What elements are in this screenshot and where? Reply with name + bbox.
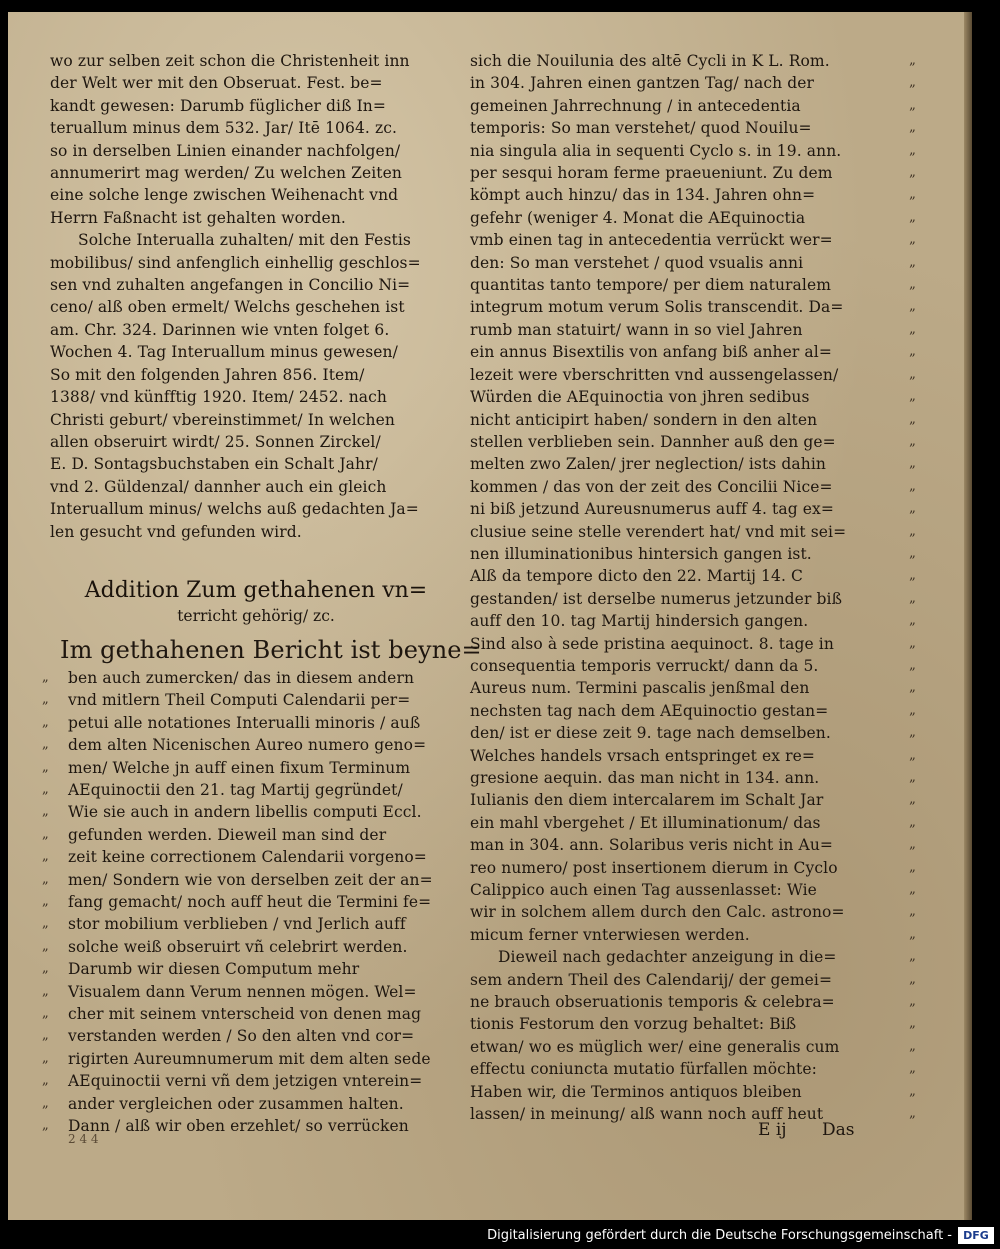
text-line: allen obseruirt wirdt/ 25. Sonnen Zirckel/ <box>50 432 381 451</box>
quote-mark: „ <box>909 1106 916 1122</box>
quoted-line <box>470 498 916 520</box>
quoted-line-text: gefehr (weniger 4. Monat die AEquinoctia <box>470 208 806 227</box>
text-line: eine solche lenge zwischen Weihenacht vnd <box>50 186 399 205</box>
quote-mark: „ <box>909 770 916 785</box>
quote-mark: „ <box>909 702 916 718</box>
quoted-line <box>42 913 462 935</box>
quoted-line <box>470 946 916 968</box>
quote-mark: „ <box>909 523 916 539</box>
quoted-line-text: rumb man statuirt/ wann in so viel Jahren <box>470 320 803 339</box>
text-line: E. D. Sontagsbuchstaben ein Schalt Jahr/ <box>50 455 378 474</box>
quote-mark: „ <box>909 904 916 920</box>
quoted-line <box>470 521 916 543</box>
quoted-line <box>42 1070 462 1092</box>
quoted-line-text: in 304. Jahren einen gantzen Tag/ nach der <box>470 74 815 93</box>
quoted-line-text: ein annus Bisextilis von anfang biß anher al= <box>470 343 832 362</box>
quote-mark: „ <box>42 714 49 730</box>
quoted-line-text: Welches handels vrsach entspringet ex re= <box>470 746 815 765</box>
quoted-line <box>42 936 462 958</box>
quoted-line <box>470 745 916 767</box>
quoted-line-text: ander vergleichen oder zusammen halten. <box>68 1094 404 1113</box>
quote-mark: „ <box>42 894 49 909</box>
quoted-line-text: Calippico auch einen Tag aussenlasset: Wie <box>470 881 817 900</box>
footer-credit: Digitalisierung gefördert durch die Deutsche Forschungsgemeinschaft - <box>487 1228 952 1243</box>
quoted-line <box>42 689 462 711</box>
quote-mark: „ <box>42 961 49 977</box>
text-line: Solche Interualla zuhalten/ mit den Festis <box>78 231 411 250</box>
quoted-line-text: gresione aequin. das man nicht in 134. ann. <box>470 769 820 787</box>
quoted-line-text: fang gemacht/ noch auff heut die Termini fe= <box>68 893 432 911</box>
quoted-line <box>470 991 916 1013</box>
quote-mark: „ <box>909 747 916 763</box>
quote-mark: „ <box>909 187 916 203</box>
quoted-line <box>470 879 916 901</box>
section-heading: Addition Zum gethahenen vn= <box>84 577 428 603</box>
quote-mark: „ <box>909 299 916 315</box>
quote-mark: „ <box>909 433 916 449</box>
quote-mark: „ <box>42 1095 49 1111</box>
quote-mark: „ <box>909 366 916 382</box>
text-line: annumerirt mag werden/ Zu welchen Zeiten <box>50 164 402 183</box>
quoted-line <box>470 722 916 744</box>
quoted-line-text: den/ ist er diese zeit 9. tage nach demselben. <box>470 724 831 743</box>
quoted-line-text: Visualem dann Verum nennen mögen. Wel= <box>68 982 417 1001</box>
text-line: am. Chr. 324. Darinnen wie vnten folget 6. <box>50 320 390 339</box>
quote-mark: „ <box>909 994 916 1010</box>
quoted-line-text: stellen verblieben sein. Dannher auß den ge= <box>470 432 836 451</box>
quote-mark: „ <box>909 501 916 517</box>
quoted-line <box>470 140 916 162</box>
quoted-line-text: AEquinoctii den 21. tag Martij gegründet/ <box>68 780 403 799</box>
quoted-line <box>470 969 916 991</box>
quote-mark: „ <box>42 781 49 797</box>
quote-mark: „ <box>42 871 49 887</box>
quoted-line-text: Dann / alß wir oben erzehlet/ so verrücken <box>68 1117 409 1136</box>
quoted-line <box>470 207 916 229</box>
quoted-line <box>470 409 916 431</box>
quoted-line <box>470 655 916 677</box>
quoted-line-text: Würden die AEquinoctia von jhren sedibus <box>470 388 810 407</box>
quoted-line-text: verstanden werden / So den alten vnd cor= <box>68 1027 415 1046</box>
quoted-line <box>470 588 916 610</box>
quoted-line-text: Wie sie auch in andern libellis computi Eccl. <box>68 803 422 822</box>
quote-mark: „ <box>42 737 49 753</box>
quoted-line <box>470 117 916 139</box>
quoted-line <box>42 958 462 980</box>
text-line: Wochen 4. Tag Interuallum minus gewesen/ <box>50 343 398 362</box>
quoted-line <box>470 476 916 498</box>
text-line: wo zur selben zeit schon die Christenheit inn <box>50 52 410 70</box>
quote-mark: „ <box>909 254 916 270</box>
quote-mark: „ <box>42 826 49 842</box>
quoted-line <box>42 981 462 1003</box>
quoted-line <box>470 901 916 923</box>
quote-mark: „ <box>909 635 916 651</box>
quoted-line-text: ein mahl vbergehet / Et illuminationum/ das <box>470 813 821 832</box>
quoted-line-text: effectu coniuncta mutatio fürfallen möchte: <box>470 1060 817 1079</box>
quoted-line-text: nicht anticipirt haben/ sondern in den alten <box>470 410 818 429</box>
quote-mark: „ <box>909 1016 916 1032</box>
quoted-line <box>470 274 916 296</box>
page-number-mark: 2 4 4 <box>68 1132 99 1146</box>
quote-mark: „ <box>909 545 916 561</box>
quoted-line <box>42 801 462 823</box>
quoted-line-text: integrum motum verum Solis transcendit. Da= <box>470 298 844 317</box>
quote-mark: „ <box>909 1083 916 1099</box>
quote-mark: „ <box>42 916 49 932</box>
quoted-line-text: clusiue seine stelle verendert hat/ vnd mit sei= <box>470 522 847 541</box>
quoted-line-text: auff den 10. tag Martij hindersich gangen. <box>470 612 809 631</box>
quote-mark: „ <box>42 1028 49 1044</box>
quoted-line-text: Darumb wir diesen Computum mehr <box>68 960 360 979</box>
quoted-line <box>470 1081 916 1103</box>
quoted-line <box>42 1048 462 1070</box>
quoted-line-text: cher mit seinem vnterscheid von denen mag <box>68 1005 422 1024</box>
quote-mark: „ <box>42 1073 49 1089</box>
quoted-line <box>470 386 916 408</box>
quoted-line-text: sem andern Theil des Calendarij/ der gemei= <box>470 970 833 989</box>
quoted-line-text: dem alten Nicenischen Aureo numero geno= <box>68 736 427 755</box>
quoted-line <box>470 319 916 341</box>
text-line: len gesucht vnd gefunden wird. <box>50 522 302 541</box>
text-line: so in derselben Linien einander nachfolgen/ <box>50 141 401 160</box>
quoted-line-text: AEquinoctii verni vñ dem jetzigen vnterein= <box>68 1072 423 1091</box>
signature-mark: E ij <box>758 1120 787 1140</box>
quoted-line <box>470 431 916 453</box>
quote-mark: „ <box>909 389 916 405</box>
quote-mark: „ <box>42 983 49 999</box>
text-line: Herrn Faßnacht ist gehalten worden. <box>50 208 346 227</box>
quoted-line <box>470 72 916 94</box>
quoted-line <box>470 364 916 386</box>
quoted-line <box>42 712 462 734</box>
scanned-page <box>8 12 972 1220</box>
right-column <box>470 50 916 1126</box>
quoted-line-text: sich die Nouilunia des altē Cycli in K L. Rom. <box>470 52 830 70</box>
quoted-line-text: men/ Sondern wie von derselben zeit der an= <box>68 870 433 889</box>
quoted-line <box>42 667 462 689</box>
quoted-line-text: gefunden werden. Dieweil man sind der <box>68 825 387 844</box>
quoted-line-text: solche weiß obseruirt vñ celebrirt werden. <box>68 937 408 956</box>
quoted-line <box>470 543 916 565</box>
quoted-line-text: quantitas tanto tempore/ per diem naturalem <box>470 276 832 295</box>
quoted-line-text: man in 304. ann. Solaribus veris nicht in Au= <box>470 836 833 855</box>
quoted-line-text: per sesqui horam ferme praeueniunt. Zu dem <box>470 164 833 183</box>
quote-mark: „ <box>909 277 916 293</box>
quoted-line-text: vnd mitlern Theil Computi Calendarii per= <box>68 691 411 710</box>
quoted-line-text: gemeinen Jahrrechnung / in antecedentia <box>470 96 801 115</box>
quote-mark: „ <box>42 849 49 865</box>
quoted-line-text: melten zwo Zalen/ jrer neglection/ ists dahin <box>470 455 826 474</box>
quoted-line-text: Aureus num. Termini pascalis jenßmal den <box>470 679 810 698</box>
quote-mark: „ <box>909 97 916 113</box>
quoted-line <box>470 229 916 251</box>
quote-mark: „ <box>42 759 49 775</box>
text-line: der Welt wer mit den Obseruat. Fest. be= <box>50 74 383 93</box>
quoted-line-text: ni biß jetzund Aureusnumerus auff 4. tag ex= <box>470 500 834 519</box>
quoted-line-text: nen illuminationibus hintersich gangen ist. <box>470 544 812 563</box>
quoted-line <box>470 610 916 632</box>
quoted-line <box>42 846 462 868</box>
quoted-line <box>470 834 916 856</box>
quoted-line <box>42 1025 462 1047</box>
quoted-line <box>42 757 462 779</box>
quote-mark: „ <box>909 568 916 584</box>
text-line: teruallum minus dem 532. Jar/ Itē 1064. zc. <box>50 119 398 138</box>
quoted-line <box>470 252 916 274</box>
quote-mark: „ <box>42 938 49 954</box>
quote-mark: „ <box>909 411 916 427</box>
quoted-line-text: men/ Welche jn auff einen fixum Terminum <box>68 758 411 777</box>
quote-mark: „ <box>909 837 916 853</box>
footer-bar <box>0 1222 1000 1249</box>
quoted-line-text: kommen / das von der zeit des Concilii Nice= <box>470 477 833 496</box>
quote-mark: „ <box>909 680 916 696</box>
quoted-line <box>470 184 916 206</box>
quote-mark: „ <box>909 657 916 673</box>
quoted-line-text: etwan/ wo es müglich wer/ eine generalis cum <box>470 1037 840 1056</box>
text-line: sen vnd zuhalten angefangen in Concilio Ni= <box>50 276 411 295</box>
quoted-line-text: stor mobilium verblieben / vnd Jerlich auff <box>68 915 406 934</box>
catchwords <box>758 1120 854 1140</box>
quoted-line <box>42 734 462 756</box>
quote-mark: „ <box>909 478 916 494</box>
quoted-line <box>470 1058 916 1080</box>
quoted-line-text: Dieweil nach gedachter anzeigung in die= <box>498 948 837 967</box>
quote-mark: „ <box>909 590 916 606</box>
quoted-line <box>470 453 916 475</box>
text-line: So mit den folgenden Jahren 856. Item/ <box>50 365 365 384</box>
quote-mark: „ <box>909 949 916 965</box>
page-edge <box>964 12 972 1220</box>
quoted-line <box>470 95 916 117</box>
quoted-line-text: gestanden/ ist derselbe numerus jetzunder biß <box>470 589 843 608</box>
quoted-line-text: lassen/ in meinung/ alß wann noch auff heut <box>470 1105 824 1124</box>
quote-mark: „ <box>909 165 916 181</box>
quoted-line-text: reo numero/ post insertionem dierum in Cyclo <box>470 858 838 877</box>
quoted-line-text: kömpt auch hinzu/ das in 134. Jahren ohn= <box>470 186 816 205</box>
quoted-line-text: consequentia temporis verruckt/ dann da 5. <box>470 656 819 675</box>
text-line: mobilibus/ sind anfenglich einhellig geschlos= <box>50 253 421 272</box>
text-line: ceno/ alß oben ermelt/ Welchs geschehen ist <box>50 298 405 317</box>
text-line: Interuallum minus/ welchs auß gedachten Ja= <box>50 500 419 519</box>
initial-line: Im gethahenen Bericht ist beyne= <box>60 635 482 664</box>
quote-mark: „ <box>909 456 916 472</box>
quote-mark: „ <box>909 926 916 942</box>
quote-mark: „ <box>909 53 916 68</box>
quote-mark: „ <box>909 1038 916 1054</box>
quote-mark: „ <box>909 142 916 158</box>
quote-mark: „ <box>909 1061 916 1077</box>
quote-mark: „ <box>909 792 916 808</box>
quoted-line <box>470 633 916 655</box>
quote-mark: „ <box>42 804 49 820</box>
text-line: kandt gewesen: Darumb füglicher diß In= <box>50 96 386 115</box>
quote-mark: „ <box>909 232 916 248</box>
quoted-line-text: wir in solchem allem durch den Calc. astrono= <box>470 903 845 922</box>
quoted-line <box>470 162 916 184</box>
quote-mark: „ <box>909 859 916 875</box>
quote-mark: „ <box>42 1118 49 1134</box>
text-line: Christi geburt/ vbereinstimmet/ In welchen <box>50 410 395 429</box>
text-line: vnd 2. Güldenzal/ dannher auch ein gleich <box>50 477 387 496</box>
quoted-line <box>470 1036 916 1058</box>
quoted-line <box>470 341 916 363</box>
quoted-line-text: Alß da tempore dicto den 22. Martij 14. C <box>470 567 803 586</box>
quote-mark: „ <box>909 725 916 741</box>
quoted-line-text: petui alle notationes Interualli minoris / auß <box>68 713 421 732</box>
quoted-line-text: ne brauch obseruationis temporis & celebra= <box>470 993 835 1012</box>
quoted-line-text: temporis: So man verstehet/ quod Nouilu= <box>470 119 812 138</box>
quote-mark: „ <box>909 321 916 337</box>
quote-mark: „ <box>909 209 916 225</box>
quoted-line-text: Haben wir, die Terminos antiquos bleiben <box>470 1082 802 1101</box>
quoted-line <box>470 50 916 72</box>
quoted-line-text: nechsten tag nach dem AEquinoctio gestan= <box>470 701 829 720</box>
quoted-line <box>42 869 462 891</box>
quoted-line <box>470 924 916 946</box>
quoted-line-text: zeit keine correctionem Calendarii vorgeno= <box>68 848 427 867</box>
quoted-line <box>42 1003 462 1025</box>
quote-mark: „ <box>909 120 916 136</box>
quoted-line-text: micum ferner vnterwiesen werden. <box>470 925 750 944</box>
quoted-line <box>470 296 916 318</box>
quote-mark: „ <box>909 75 916 91</box>
quoted-line <box>470 789 916 811</box>
quoted-line <box>470 857 916 879</box>
quoted-line-text: lezeit were vberschritten vnd aussengelassen/ <box>470 365 839 384</box>
quoted-line-text: ben auch zumercken/ das in diesem andern <box>68 668 415 687</box>
quoted-line-text: Sind also à sede pristina aequinoct. 8. tage in <box>470 634 834 653</box>
quoted-line <box>42 891 462 913</box>
quote-mark: „ <box>42 1050 49 1066</box>
quoted-line-text: vmb einen tag in antecedentia verrückt wer= <box>470 231 833 250</box>
quoted-line-text: rigirten Aureumnumerum mit dem alten sede <box>68 1049 431 1068</box>
left-column <box>42 50 482 1137</box>
quote-mark: „ <box>909 882 916 898</box>
quoted-line <box>470 677 916 699</box>
quoted-line <box>470 565 916 587</box>
quoted-line <box>42 824 462 846</box>
quoted-line-text: nia singula alia in sequenti Cyclo s. in 19. ann. <box>470 141 842 160</box>
quoted-line <box>42 779 462 801</box>
quote-mark: „ <box>909 971 916 987</box>
quoted-line <box>42 1093 462 1115</box>
quote-mark: „ <box>909 814 916 830</box>
quote-mark: „ <box>42 692 49 708</box>
text-line: 1388/ vnd künfftig 1920. Item/ 2452. nach <box>50 388 388 407</box>
quoted-line <box>470 1013 916 1035</box>
quoted-line <box>470 767 916 789</box>
quoted-line-text: Iulianis den diem intercalarem im Schalt Jar <box>470 791 824 810</box>
quote-mark: „ <box>42 1006 49 1022</box>
quoted-line-text: tionis Festorum den vorzug behaltet: Biß <box>470 1015 797 1034</box>
quoted-line <box>42 1115 462 1137</box>
quoted-line-text: den: So man verstehet / quod vsualis anni <box>470 253 804 272</box>
section-subheading: terricht gehörig/ zc. <box>177 606 335 625</box>
quoted-line <box>470 700 916 722</box>
dfg-logo: DFG <box>958 1227 994 1244</box>
quote-mark: „ <box>909 613 916 629</box>
quote-mark: „ <box>909 344 916 360</box>
catchword: Das <box>821 1120 855 1140</box>
quoted-line <box>470 812 916 834</box>
quote-mark: „ <box>42 669 49 685</box>
